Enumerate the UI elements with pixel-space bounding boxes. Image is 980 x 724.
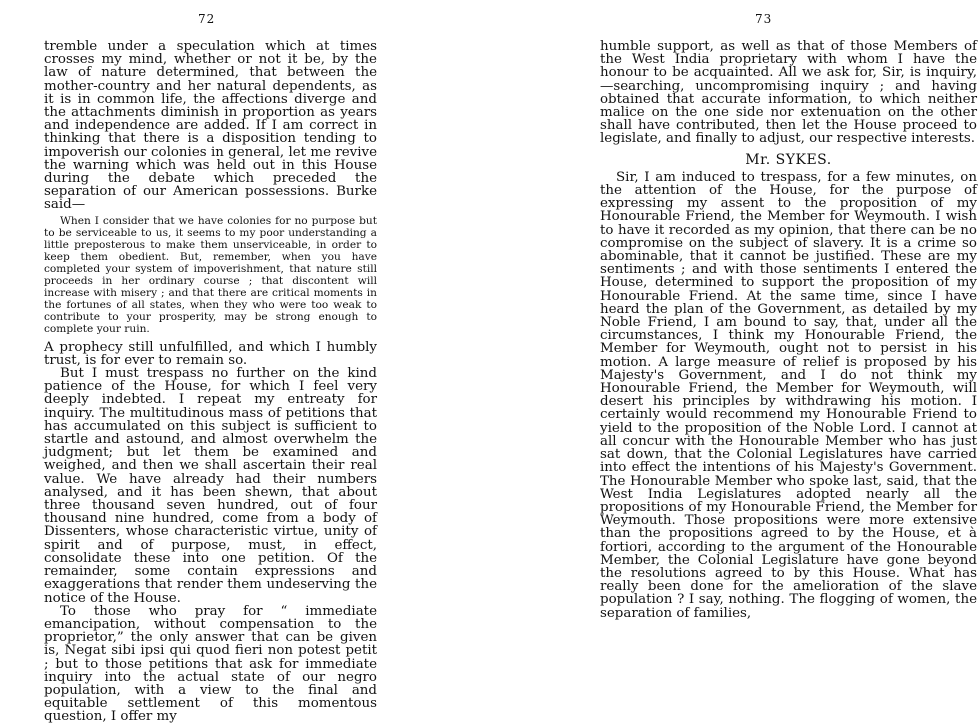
speaker-heading: Mr. SYKES. — [745, 151, 832, 168]
right-paragraph-1: humble support, as well as that of those Members of the West India proprietary with whom I have the honour to be acquainted. All we ask for, Sir, is inquiry,—searching, uncompromising inquiry ; and having obtained that accurate information, to which neither malice on the one side nor extenuation on the other shall have contributed, then let the House proceed to legislate, and finally to adjust, our respective interests. — [600, 39, 977, 147]
left-page — [0, 0, 390, 724]
burke-quote: When I consider that we have colonies for no purpose but to be serviceable to us, it seems to my poor understanding a little preposterous to make them unserviceable, in order to keep them obedient. But, remember, when you have completed your system of impoverishment, that nature still proceeds in her ordinary course ; that discontent will increase with misery ; and that there are critical moments in the fortunes of all states, when they who were too weak to contribute to your prosperity, may be strong enough to complete your ruin. — [44, 214, 377, 335]
left-paragraph-1: tremble under a speculation which at times crosses my mind, whether or not it be, by the law of nature determined, that between the mother-country and her natural dependents, as it is in common life, the affections diverge and the attachments diminish in proportion as years and independence are added. If I am correct in thinking that there is a disposition tending to impoverish our colonies in general, let me revive the warning which was held out in this House during the debate which preceded the separation of our American possessions. Burke said— — [44, 39, 377, 213]
right-page — [590, 0, 980, 647]
left-paragraph-4: To those who pray for “ immediate emancipation, without compensation to the proprietor,” the only answer that can be given is, Negat sibi ipsi qui quod fieri non potest petit ; but to those petitions that ask for immediate inquiry into the actual state of our negro population, with a view to the final and equitable settlement of this momentous question, I offer my — [44, 603, 377, 724]
page-number-right: 73 — [755, 12, 773, 26]
right-page-text — [600, 40, 977, 620]
left-page-text — [44, 40, 377, 724]
right-paragraph-2: Sir, I am induced to trespass, for a few minutes, on the attention of the House, for the purpose of expressing my assent to the proposition of my Honourable Friend, the Member for Weymouth. I wish to have it recorded as my opinion, that there can be no compromise on the subject of slavery. It is a crime so abominable, that it cannot be justified. These are my sentiments ; and with those sentiments I entered the House, determined to support the proposition of my Honourable Friend. At the same time, since I have heard the plan of the Government, as detailed by my Noble Friend, I am bound to say, that, under all the circumstances, I think my Honourable Friend, the Member for Weymouth, ought not to persist in his motion. A large measure of relief is proposed by his Majesty's Government, and I do not think my Honourable Friend, the Member for Weymouth, will desert his principles by withdrawing his motion. I certainly would recommend my Honourable Friend to yield to the proposition of the Noble Lord. I cannot at all concur with the Honourable Member who has just sat down, that the Colonial Legislatures have carried into effect the intentions of his Majesty's Government. The Honourable Member who spoke last, said, that the West India Legislatures adopted nearly all the propositions of my Honourable Friend, the Member for Weymouth. Those propositions were more extensive than the propositions agreed to by the House, et à fortiori, according to the argument of the Honourable Member, the Colonial Legislature have gone beyond the resolutions agreed to by this House. What has really been done for the amelioration of the slave population ? I say, nothing. The flogging of women, the separation of families, — [600, 169, 977, 621]
left-paragraph-3: But I must trespass no further on the kind patience of the House, for which I feel very deeply indebted. I repeat my entreaty for inquiry. The multitudinous mass of petitions that has accumulated on this subject is sufficient to startle and astound, and almost overwhelm the judgment; but let them be examined and weighed, and then we shall ascertain their real value. We have already had their numbers analysed, and it has been shewn, that about three thousand seven hundred, out of four thousand nine hundred, come from a body of Dissenters, whose characteristic virtue, unity of spirit and of purpose, must, in effect, consolidate these into one petition. Of the remainder, some contain expressions and exaggerations that render them undeserving the notice of the House. — [44, 366, 377, 606]
left-paragraph-2: A prophecy still unfulfilled, and which I humbly trust, is for ever to remain so. — [44, 339, 377, 368]
page-number-left: 72 — [198, 12, 216, 26]
